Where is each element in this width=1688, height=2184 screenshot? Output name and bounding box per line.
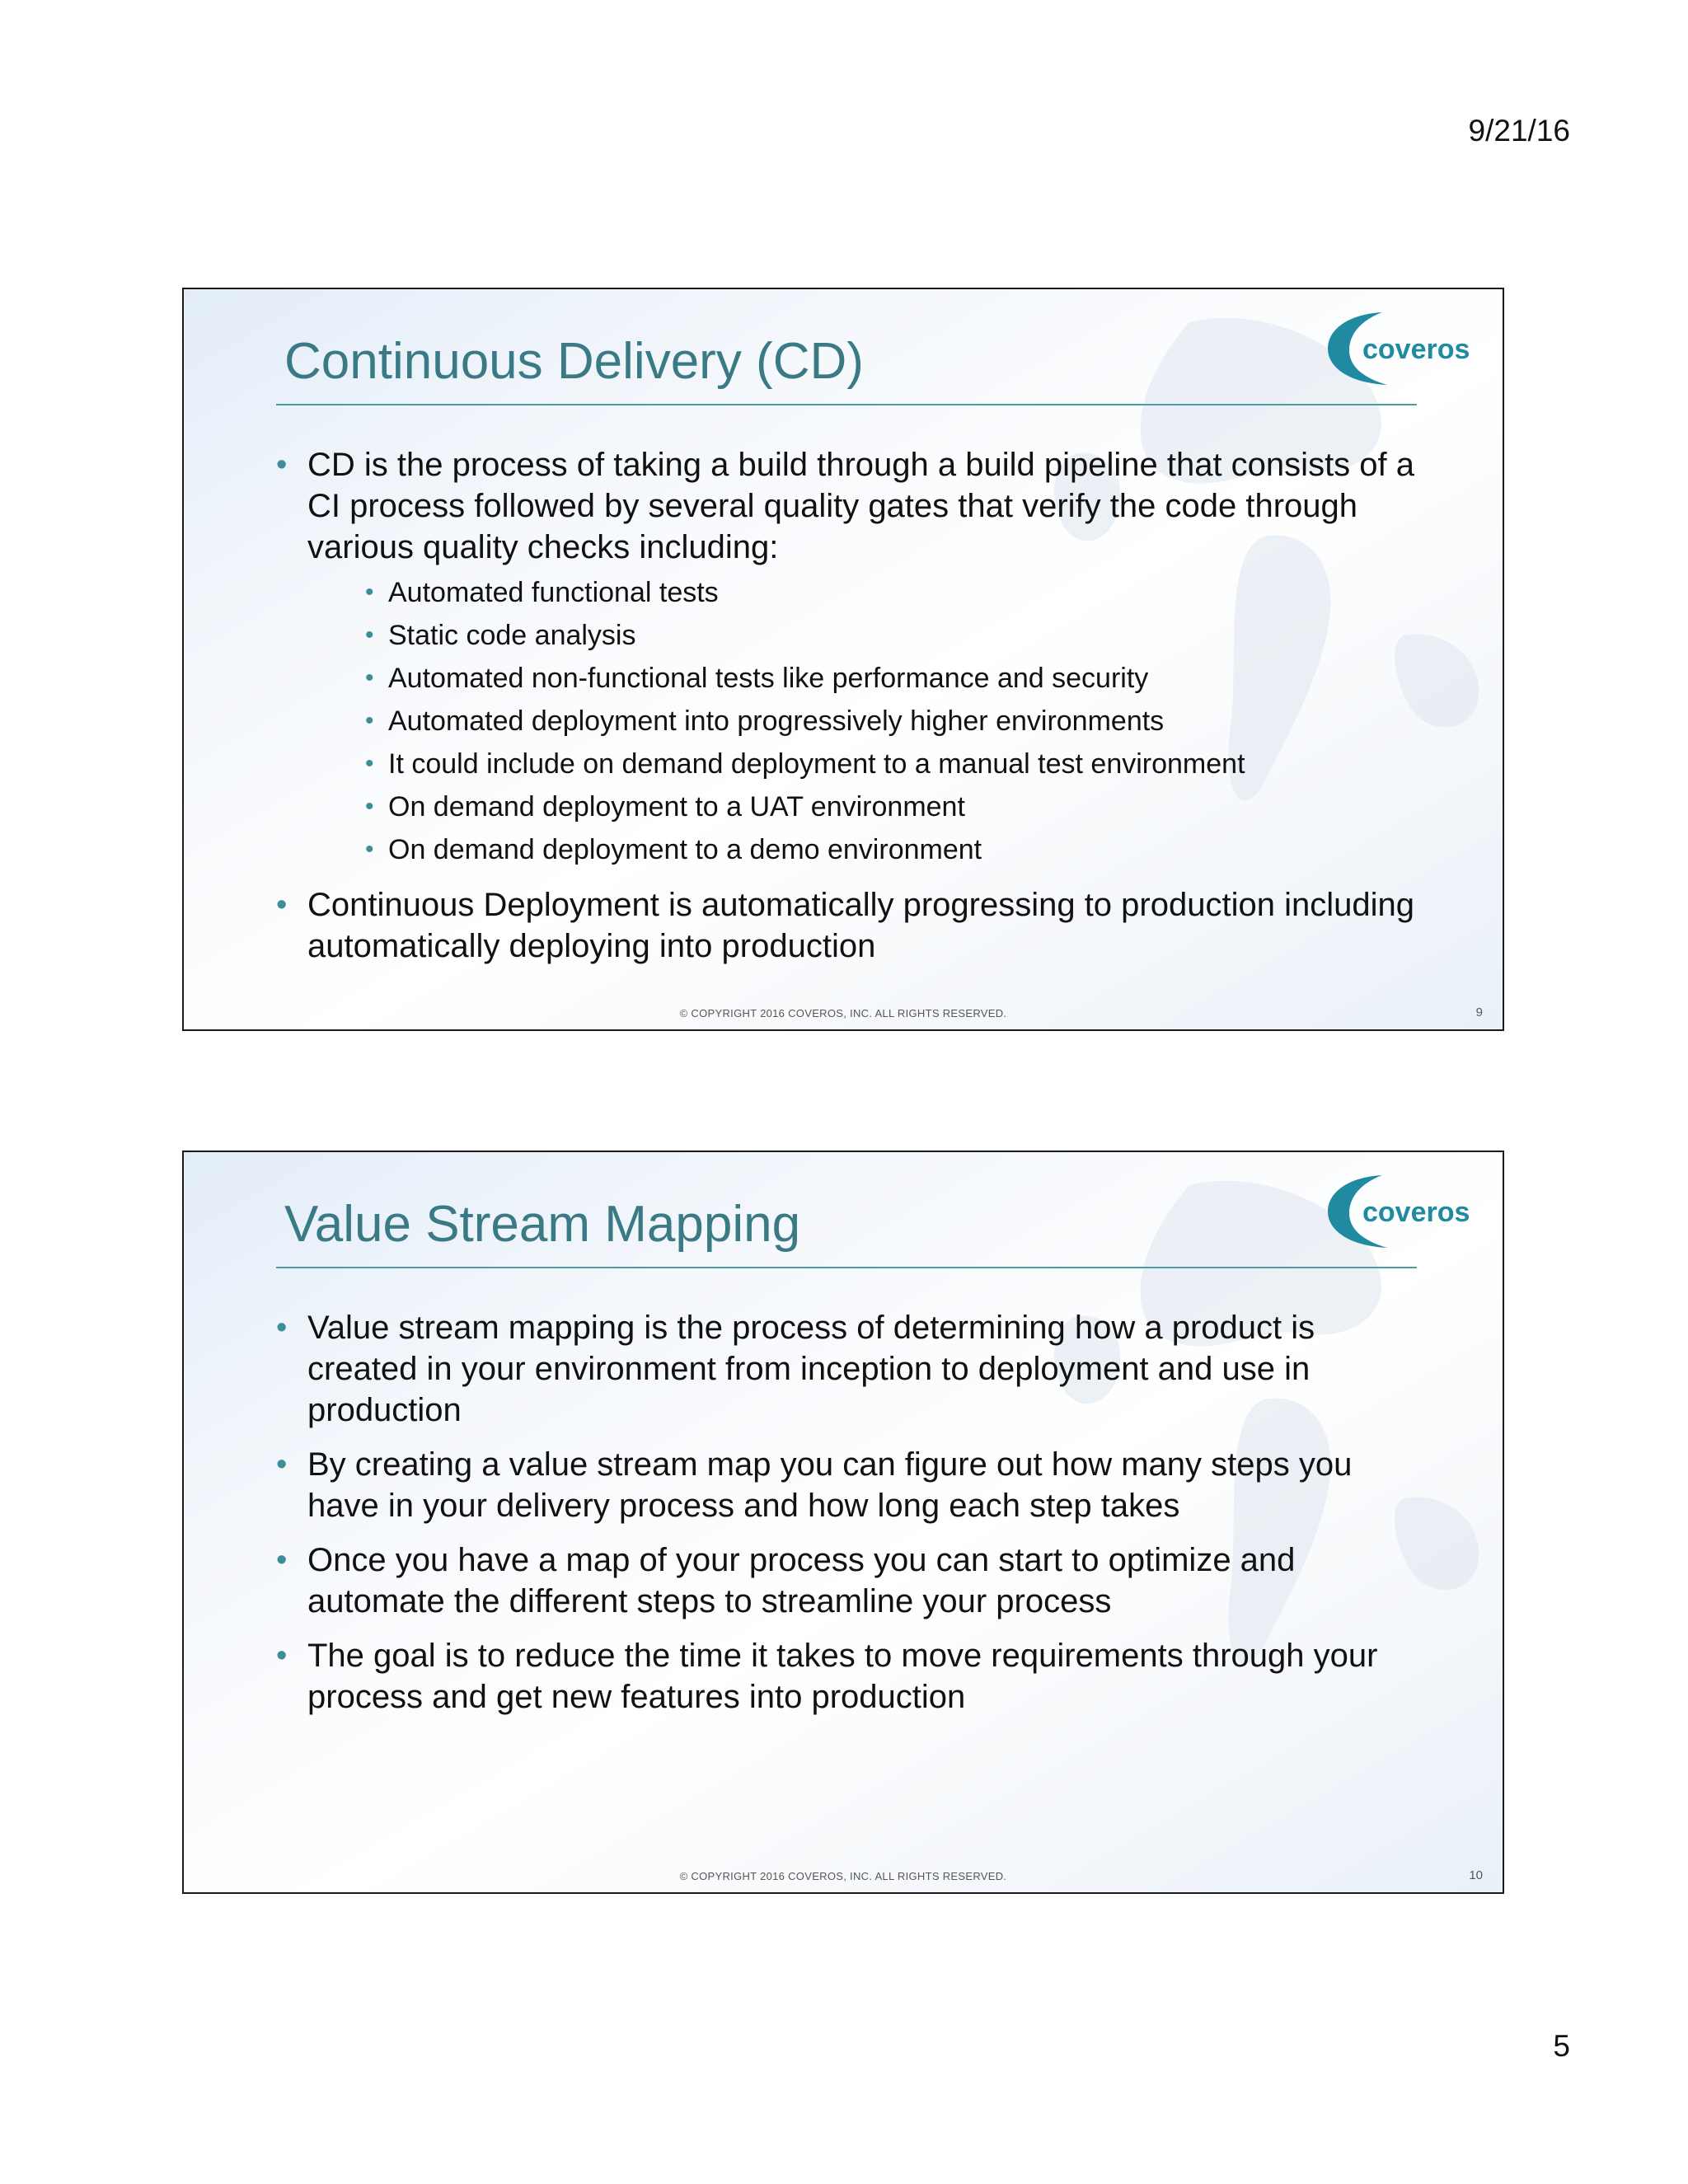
sub-bullet-item: • On demand deployment to a demo environment xyxy=(307,828,1430,871)
coveros-logo xyxy=(1325,306,1489,388)
page-number: 5 xyxy=(1553,2029,1570,2063)
sub-bullet-item: • Automated deployment into progressively higher environments xyxy=(307,700,1430,743)
slide-title: Value Stream Mapping xyxy=(284,1196,801,1253)
bullet-item: • Value stream mapping is the process of determining how a product is created in your environment from inception to deployment and use in production xyxy=(276,1307,1430,1431)
sub-bullet-item: • Automated functional tests xyxy=(307,571,1430,614)
slide-continuous-delivery xyxy=(182,288,1504,1031)
slide-number: 9 xyxy=(1475,1005,1483,1019)
bullet-item: • Once you have a map of your process you can start to optimize and automate the different steps to streamline your process xyxy=(276,1540,1430,1622)
slide-number: 10 xyxy=(1469,1868,1483,1882)
bullet-text: Continuous Deployment is automatically progressing to production including automatically deploying into production xyxy=(307,887,1414,964)
sub-bullet-item: • On demand deployment to a UAT environment xyxy=(307,785,1430,828)
slide-title: Continuous Delivery (CD) xyxy=(284,333,864,390)
bullet-item xyxy=(276,884,1430,967)
title-divider xyxy=(276,404,1417,405)
sub-bullet-item: • Automated non-functional tests like performance and security xyxy=(307,657,1430,700)
copyright-footer: © COPYRIGHT 2016 COVEROS, INC. ALL RIGHTS RESERVED. xyxy=(679,1870,1007,1882)
bullet-item: • By creating a value stream map you can figure out how many steps you have in your delivery process and how long each step takes xyxy=(276,1444,1430,1526)
title-divider xyxy=(276,1267,1417,1268)
sub-bullet-item: • Static code analysis xyxy=(307,614,1430,657)
logo-wordmark: coveros xyxy=(1362,1197,1470,1228)
sub-bullet-item: • It could include on demand deployment to a manual test environment xyxy=(307,743,1430,785)
logo-wordmark: coveros xyxy=(1362,334,1470,365)
bullet-text: CD is the process of taking a build through a build pipeline that consists of a CI process followed by several quality gates that verify the code through various quality checks including: xyxy=(307,447,1415,565)
bullet-item: • The goal is to reduce the time it takes to move requirements through your process and get new features into production xyxy=(276,1635,1430,1718)
bullet-item xyxy=(276,444,1430,871)
copyright-footer: © COPYRIGHT 2016 COVEROS, INC. ALL RIGHTS RESERVED. xyxy=(679,1007,1007,1019)
sub-bullet-list xyxy=(307,571,1430,871)
bullet-list xyxy=(276,444,1430,980)
page-date: 9/21/16 xyxy=(1468,114,1570,148)
bullet-list xyxy=(276,1307,1430,1731)
coveros-logo xyxy=(1325,1169,1489,1251)
slide-value-stream-mapping xyxy=(182,1151,1504,1894)
